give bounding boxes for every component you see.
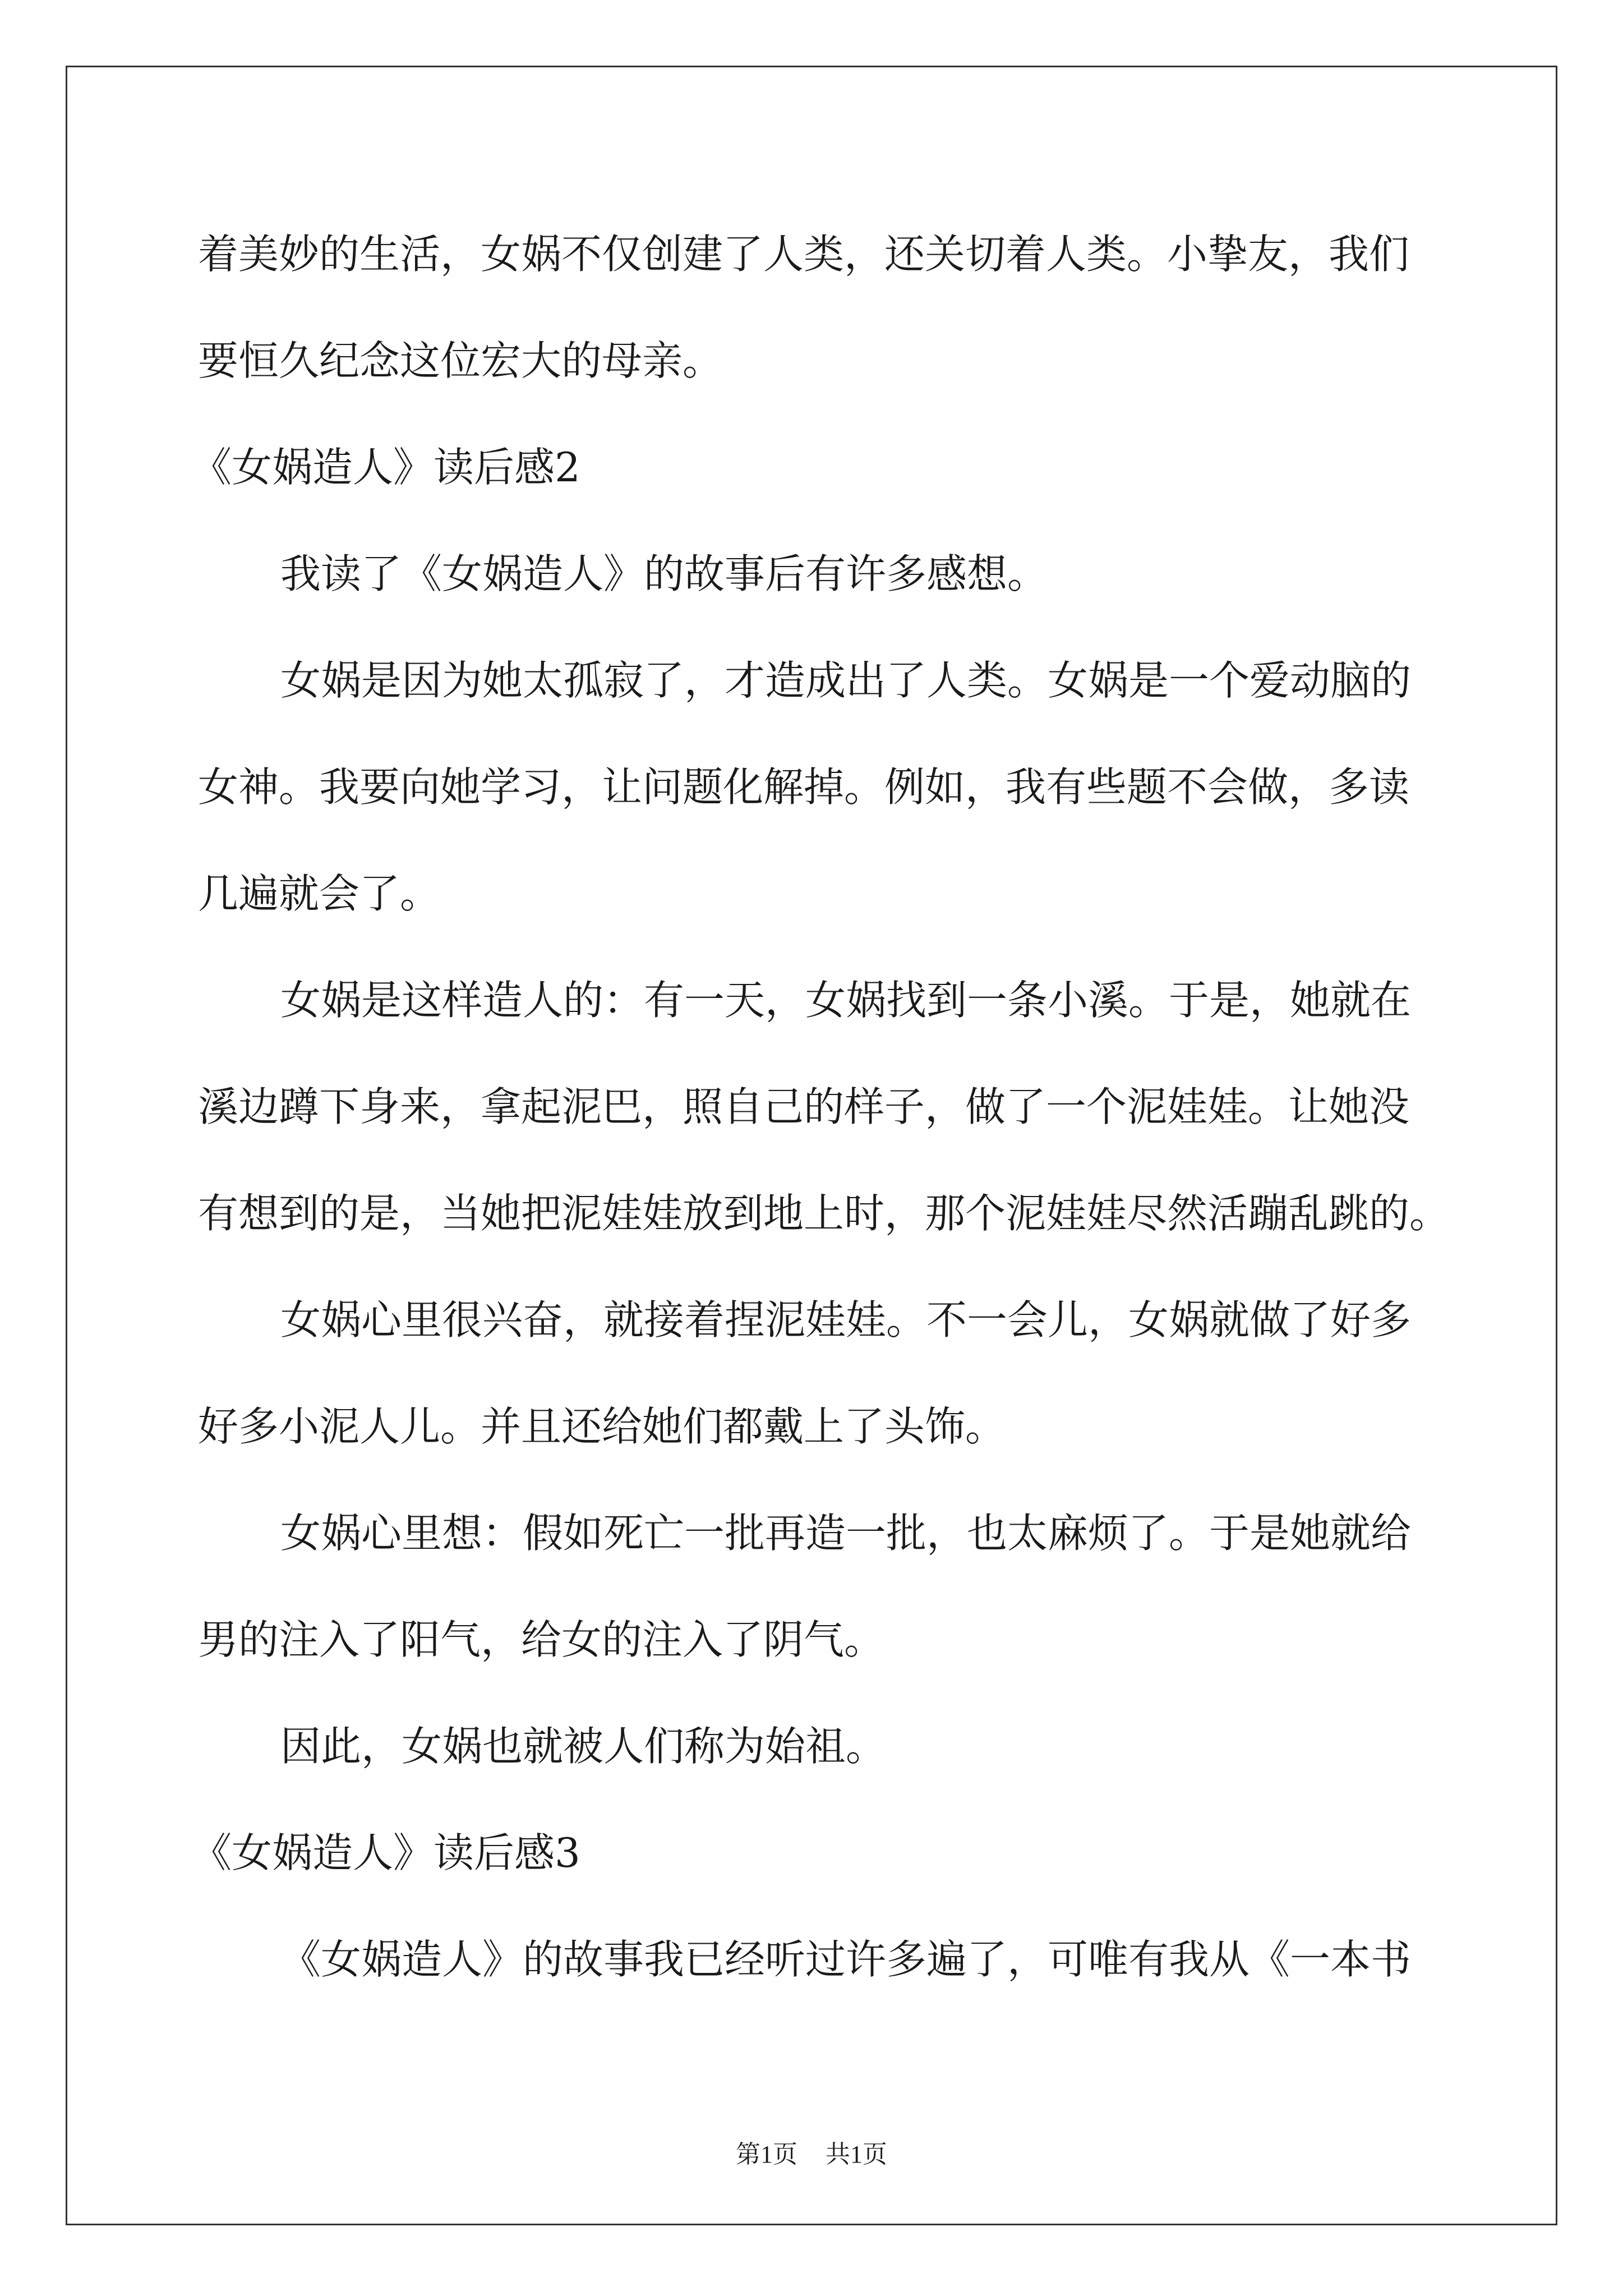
text-line: 几遍就会了。 (198, 870, 441, 917)
text-line: 我读了《女娲造人》的故事后有许多感想。 (280, 550, 1048, 597)
text-line: 女娲心里想：假如死亡一批再造一批，也太麻烦了。于是她就给 (280, 1510, 1412, 1557)
text-line: 好多小泥人儿。并且还给她们都戴上了头饰。 (198, 1403, 1006, 1450)
section-heading: 《女娲造人》读后感3 (191, 1829, 580, 1876)
page-footer (0, 2141, 1623, 2169)
page-number: 第1页 (736, 2141, 797, 2168)
text-line: 男的注入了阳气，给女的注入了阴气。 (198, 1616, 885, 1663)
text-line: 溪边蹲下身来，拿起泥巴，照自己的样子，做了一个泥娃娃。让她没 (198, 1083, 1410, 1130)
text-line: 有想到的是，当她把泥娃娃放到地上时，那个泥娃娃尽然活蹦乱跳的。 (198, 1190, 1450, 1237)
text-line: 女娲心里很兴奋，就接着捏泥娃娃。不一会儿，女娲就做了好多 (280, 1296, 1412, 1343)
section-heading: 《女娲造人》读后感2 (191, 444, 580, 491)
text-line: 女神。我要向她学习，让问题化解掉。例如，我有些题不会做，多读 (198, 763, 1410, 811)
text-line: 女娲是因为她太孤寂了，才造成出了人类。女娲是一个爱动脑的 (280, 657, 1412, 704)
page-total: 共1页 (826, 2141, 887, 2168)
text-line: 着美妙的生活，女娲不仅创建了人类，还关切着人类。小挚友，我们 (198, 231, 1410, 278)
text-line: 《女娲造人》的故事我已经听过许多遍了，可唯有我从《一本书 (280, 1936, 1412, 1983)
page-border (66, 66, 1557, 2225)
text-line: 女娲是这样造人的：有一天，女娲找到一条小溪。于是，她就在 (280, 977, 1412, 1024)
text-line: 因此，女娲也就被人们称为始祖。 (280, 1723, 887, 1770)
text-line: 要恒久纪念这位宏大的母亲。 (198, 337, 723, 384)
